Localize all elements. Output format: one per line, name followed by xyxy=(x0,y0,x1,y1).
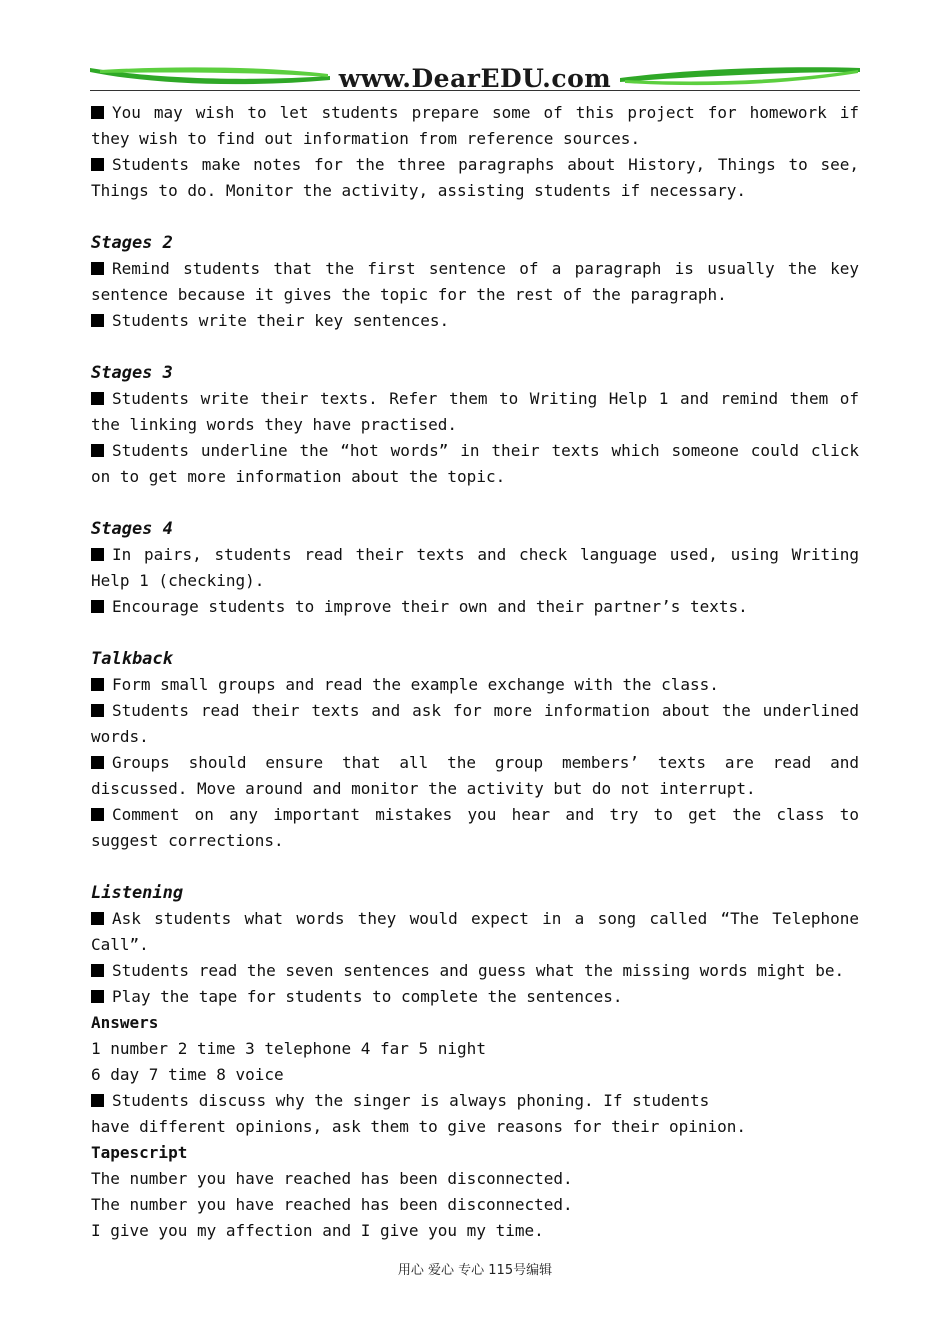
line-text: Stages 2 xyxy=(91,233,173,253)
section-heading xyxy=(91,360,859,386)
bullet-square-icon xyxy=(91,808,104,821)
bullet-square-icon xyxy=(91,314,104,327)
line-text: I give you my affection and I give you my time. xyxy=(91,1221,544,1240)
body-line xyxy=(91,1218,859,1244)
section-heading xyxy=(91,516,859,542)
body-line xyxy=(91,152,859,178)
line-text: Students discuss why the singer is always phoning. If students xyxy=(112,1091,710,1110)
body-line xyxy=(91,932,859,958)
line-text: suggest corrections. xyxy=(91,831,284,850)
line-text: Students write their texts. Refer them to Writing Help 1 and remind them of xyxy=(112,389,859,408)
bullet-square-icon xyxy=(91,990,104,1003)
bullet-square-icon xyxy=(91,756,104,769)
body-line xyxy=(91,1114,859,1140)
line-text: Students write their key sentences. xyxy=(112,311,450,330)
body-line xyxy=(91,412,859,438)
line-text: Tapescript xyxy=(91,1143,188,1162)
line-text: Students read their texts and ask for more information about the underlined xyxy=(112,701,859,720)
line-text: Ask students what words they would expect in a song called “The Telephone xyxy=(112,909,859,928)
line-text: Form small groups and read the example exchange with the class. xyxy=(112,675,719,694)
blank-line xyxy=(91,490,859,516)
line-text: words. xyxy=(91,727,149,746)
line-text: the linking words they have practised. xyxy=(91,415,458,434)
line-text: Encourage students to improve their own and their partner’s texts. xyxy=(112,597,748,616)
body-line xyxy=(91,828,859,854)
body-line xyxy=(91,776,859,802)
line-text: 1 number 2 time 3 telephone 4 far 5 night xyxy=(91,1039,486,1058)
blank-line xyxy=(91,620,859,646)
line-text: 6 day 7 time 8 voice xyxy=(91,1065,284,1084)
line-text: Students read the seven sentences and guess what the missing words might be. xyxy=(112,961,845,980)
line-text: Remind students that the first sentence of a paragraph is usually the key xyxy=(112,259,859,278)
blank-line xyxy=(91,204,859,230)
bullet-square-icon xyxy=(91,392,104,405)
bullet-square-icon xyxy=(91,964,104,977)
blank-line xyxy=(91,334,859,360)
bullet-square-icon xyxy=(91,262,104,275)
bullet-square-icon xyxy=(91,704,104,717)
section-heading xyxy=(91,230,859,256)
subheading xyxy=(91,1140,859,1166)
line-text: Students make notes for the three paragraphs about History, Things to see, xyxy=(112,155,859,174)
line-text: Talkback xyxy=(91,649,173,669)
line-text: Answers xyxy=(91,1013,159,1032)
bullet-square-icon xyxy=(91,600,104,613)
body-line xyxy=(91,438,859,464)
blank-line xyxy=(91,854,859,880)
bullet-square-icon xyxy=(91,548,104,561)
bullet-square-icon xyxy=(91,106,104,119)
body-line xyxy=(91,1166,859,1192)
bullet-square-icon xyxy=(91,912,104,925)
body-line xyxy=(91,724,859,750)
line-text: The number you have reached has been disconnected. xyxy=(91,1169,573,1188)
line-text: they wish to find out information from reference sources. xyxy=(91,129,641,148)
bullet-square-icon xyxy=(91,678,104,691)
body-line xyxy=(91,750,859,776)
body-line xyxy=(91,1192,859,1218)
line-text: In pairs, students read their texts and check language used, using Writing xyxy=(112,545,859,564)
body-line xyxy=(91,802,859,828)
body-line xyxy=(91,178,859,204)
body-line xyxy=(91,906,859,932)
line-text: Help 1 (checking). xyxy=(91,571,265,590)
line-text: sentence because it gives the topic for the rest of the paragraph. xyxy=(91,285,727,304)
bullet-square-icon xyxy=(91,444,104,457)
line-text: Call”. xyxy=(91,935,149,954)
bullet-square-icon xyxy=(91,1094,104,1107)
body-line xyxy=(91,100,859,126)
line-text: Listening xyxy=(91,883,184,903)
body-line xyxy=(91,308,859,334)
body-line xyxy=(91,282,859,308)
page-footer: 用心 爱心 专心 115号编辑 xyxy=(397,1263,553,1278)
line-text: Stages 4 xyxy=(91,519,173,539)
bullet-square-icon xyxy=(91,158,104,171)
body-line xyxy=(91,698,859,724)
section-heading xyxy=(91,646,859,672)
line-text: Students underline the “hot words” in their texts which someone could click xyxy=(112,441,859,460)
line-text: have different opinions, ask them to give reasons for their opinion. xyxy=(91,1117,747,1136)
body-line xyxy=(91,542,859,568)
body-line xyxy=(91,256,859,282)
section-heading xyxy=(91,880,859,906)
body-line xyxy=(91,568,859,594)
line-text: on to get more information about the topic. xyxy=(91,467,506,486)
line-text: The number you have reached has been disconnected. xyxy=(91,1195,573,1214)
header-rule xyxy=(90,90,860,91)
line-text: discussed. Move around and monitor the activity but do not interrupt. xyxy=(91,779,756,798)
line-text: Groups should ensure that all the group members’ texts are read and xyxy=(112,753,859,772)
body-line xyxy=(91,1036,859,1062)
body-line xyxy=(91,126,859,152)
document-body xyxy=(91,100,859,1244)
line-text: Things to do. Monitor the activity, assisting students if necessary. xyxy=(91,181,747,200)
subheading xyxy=(91,1010,859,1036)
body-line xyxy=(91,984,859,1010)
line-text: You may wish to let students prepare some of this project for homework if xyxy=(112,103,859,122)
body-line xyxy=(91,1062,859,1088)
site-logo-text: www.DearEDU.com xyxy=(338,64,612,93)
body-line xyxy=(91,958,859,984)
line-text: Stages 3 xyxy=(91,363,173,383)
body-line xyxy=(91,594,859,620)
body-line xyxy=(91,672,859,698)
body-line xyxy=(91,386,859,412)
body-line xyxy=(91,464,859,490)
body-line xyxy=(91,1088,859,1114)
line-text: Comment on any important mistakes you hear and try to get the class to xyxy=(112,805,859,824)
line-text: Play the tape for students to complete the sentences. xyxy=(112,987,623,1006)
